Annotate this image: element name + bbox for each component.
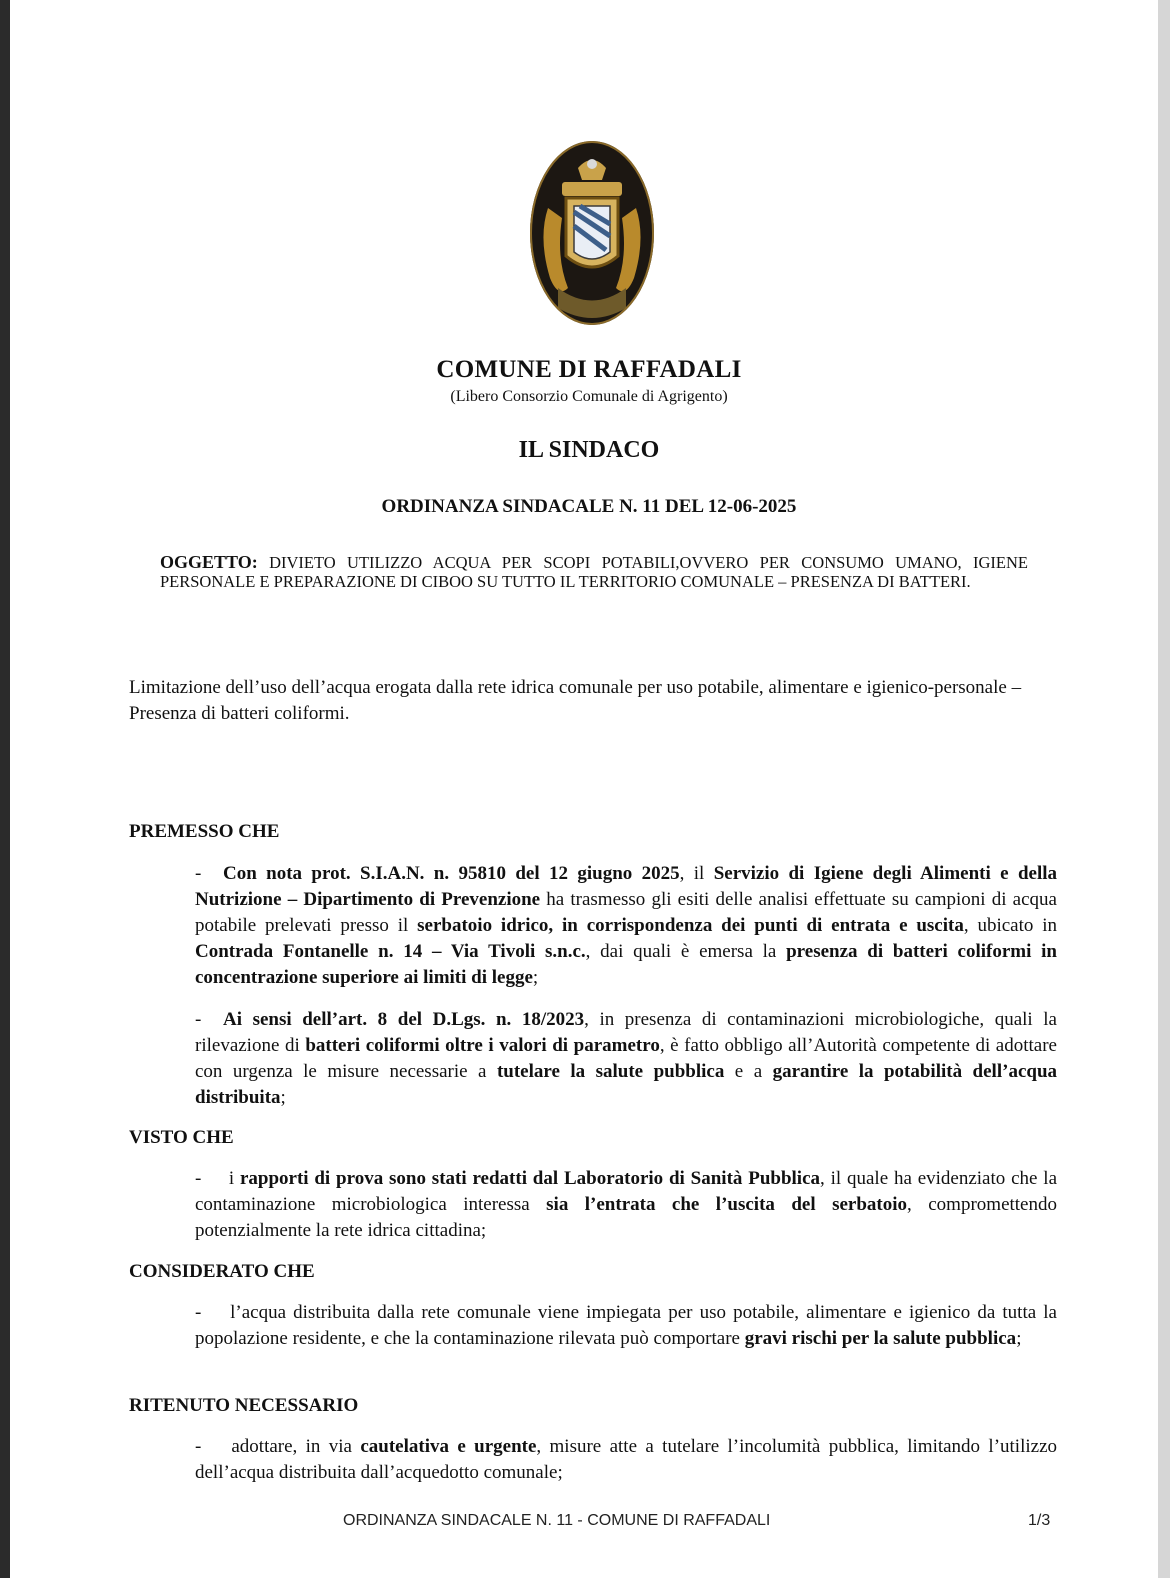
subject-block — [160, 553, 1028, 591]
premesso-item-2: - Ai sensi dell’art. 8 del D.Lgs. n. 18/2023, in presenza di contaminazioni microbiologiche, quali la rilevazione di batteri coliformi oltre i valori di parametro, è fatto obbligo all’Autorità competente di adottare con urgenza le misure necessarie a tutelare la salute pubblica e a garantire la potabilità dell’acqua distribuita; — [195, 1009, 1058, 1108]
page-number: 1/3 — [1028, 1512, 1051, 1529]
intro-paragraph: Limitazione dell’uso dell’acqua erogata dalla rete idrica comunale per uso potabile, alimentare e igienico-personale – Presenza di batteri coliformi. — [129, 677, 1022, 724]
authority-heading: IL SINDACO — [518, 437, 660, 463]
visto-item-1: - i rapporti di prova sono stati redatti dal Laboratorio di Sanità Pubblica, il quale ha evidenziato che la contaminazione microbiologica interessa sia l’entrata che l’uscita del serbatoio, compromettendo potenzialmente la rete idrica cittadina; — [195, 1168, 1057, 1241]
municipality-subtitle: (Libero Consorzio Comunale di Agrigento) — [450, 388, 728, 405]
section-heading-visto: VISTO CHE — [129, 1127, 234, 1148]
subject-label: OGGETTO: — [160, 552, 258, 572]
municipality-title: COMUNE DI RAFFADALI — [436, 356, 742, 383]
section-heading-premesso: PREMESSO CHE — [129, 821, 280, 842]
ritenuto-item-1: - adottare, in via cautelativa e urgente, misure atte a tutelare l’incolumità pubblica, limitando l’utilizzo dell’acqua distribuita dall’acquedotto comunale; — [195, 1436, 1057, 1483]
ordinance-number: ORDINANZA SINDACALE N. 11 DEL 12-06-2025 — [381, 496, 797, 517]
subject-text: DIVIETO UTILIZZO ACQUA PER SCOPI POTABILI,OVVERO PER CONSUMO UMANO, IGIENE PERSONALE E PREPARAZIONE DI CIBOO SU TUTTO IL TERRITORIO COMUNALE – PRESENZA DI BATTERI. — [160, 553, 1028, 591]
section-heading-ritenuto: RITENUTO NECESSARIO — [129, 1395, 359, 1416]
section-heading-considerato: CONSIDERATO CHE — [129, 1261, 315, 1282]
coat-of-arms-emblem — [528, 138, 656, 328]
viewer-edge — [1158, 0, 1170, 1578]
considerato-item-1: - l’acqua distribuita dalla rete comunale viene impiegata per uso potabile, alimentare e igienico da tutta la popolazione residente, e che la contaminazione rilevata può comportare gravi rischi per la salute pubblica; — [195, 1302, 1057, 1349]
footer-title: ORDINANZA SINDACALE N. 11 - COMUNE DI RAFFADALI — [343, 1512, 771, 1529]
premesso-item-1: - Con nota prot. S.I.A.N. n. 95810 del 12 giugno 2025, il Servizio di Igiene degli Alimenti e della Nutrizione – Dipartimento di Prevenzione ha trasmesso gli esiti delle analisi effettuate su campioni di acqua potabile prelevati presso il serbatoio idrico, in corrispondenza dei punti di entrata e uscita, ubicato in Contrada Fontanelle n. 14 – Via Tivoli s.n.c., dai quali è emersa la presenza di batteri coliformi in concentrazione superiore ai limiti di legge; — [195, 863, 1058, 988]
